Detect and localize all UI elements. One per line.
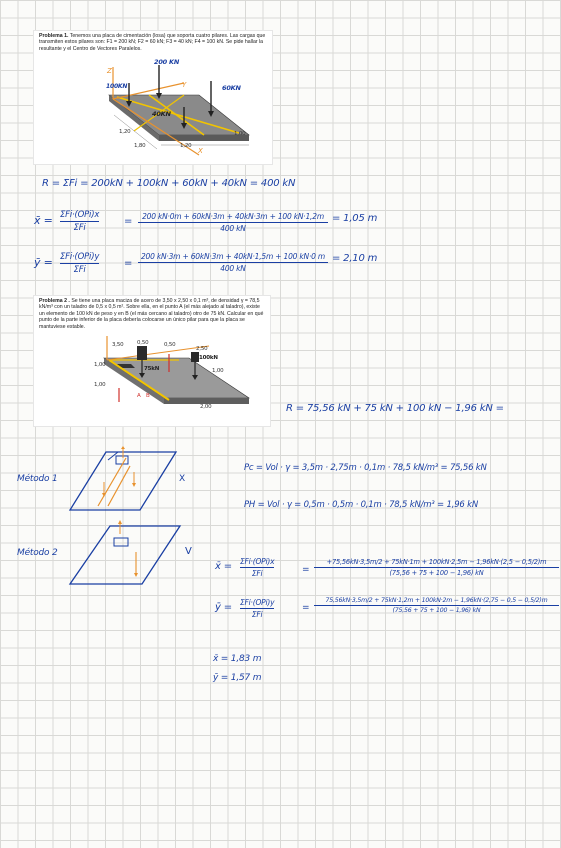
- pc-calc: Pc = Vol · γ = 3,5m · 2,75m · 0,1m · 78,5 kN/m³ = 75,56 kN: [244, 463, 487, 473]
- problem1-heading: Problema 1.: [39, 33, 69, 39]
- xbar2-lhs: x̄ =: [215, 561, 232, 572]
- metodo2-sketch: [68, 520, 183, 588]
- dim-p2-2: 0,50: [137, 340, 149, 346]
- problem1-card: [33, 30, 273, 165]
- dim-p2-7: 0,50: [164, 342, 176, 348]
- ybar1-eq: =: [124, 258, 133, 269]
- ybar2-fraction: [314, 597, 559, 614]
- ybar2-formula: [240, 598, 274, 619]
- problem1-figure: [89, 55, 264, 161]
- final-x: x̄ = 1,83 m: [213, 654, 262, 664]
- metodo1-sketch: [68, 446, 178, 514]
- label-b: B: [146, 393, 150, 399]
- final-y: ȳ = 1,57 m: [213, 673, 262, 683]
- problem1-statement: [34, 31, 272, 52]
- dim-p2-8: 1,00: [94, 382, 106, 388]
- xbar2-formula-den: ΣFi: [251, 569, 263, 578]
- ybar2-den: (75,56 + 75 + 100 − 1,96) kN: [392, 607, 481, 614]
- problem2-text: Se tiene una placa maciza de acero de 3,50 x 2,50 x 0,1 m³, de densidad γ = 78,5 kN/m³ con un taladro de 0,5 x 0,5 m². Sobre ella, en el punto A (el más alejado al taladro), existe un elemento de 100 kN de peso y en B (el más cercano al taladro) otro de 75 kN. Calcular en qué punto de la parte inferior de la placa debería colocarse un único pilar para que la placa se mantuviese estable.: [39, 298, 264, 330]
- xbar1-formula-num: ΣFi·(OPi)x: [60, 210, 100, 220]
- xbar2-eq: =: [302, 565, 310, 575]
- ybar1-fraction: [138, 252, 328, 273]
- ybar2-eq: =: [302, 603, 310, 613]
- problem2-figure: [79, 336, 264, 424]
- metodo2-mark: V: [185, 546, 192, 557]
- problem2-statement: [34, 296, 270, 330]
- xbar1-lhs: x̄ =: [34, 214, 53, 227]
- ybar1-formula: [60, 252, 99, 275]
- metodo2-label: Método 2: [17, 548, 58, 558]
- ybar1-formula-num: ΣFi·(OPi)y: [60, 252, 100, 262]
- xbar2-num: +75,56kN·3,5m/2 + 75kN·1m + 100kN·2,5m − 1,96kN·(2,5 − 0,5/2)m: [326, 558, 547, 566]
- label-w2: 75kN: [144, 366, 160, 372]
- xbar1-den: 400 kN: [220, 224, 246, 233]
- xbar1-formula-den: ΣFi: [73, 223, 86, 233]
- dim-3: 1,20: [180, 143, 192, 149]
- ybar1-formula-den: ΣFi: [73, 265, 86, 275]
- ybar1-lhs: ȳ =: [34, 256, 53, 269]
- label-a: A: [137, 393, 141, 399]
- label-axis-z: Z: [107, 67, 112, 75]
- label-f4: 100KN: [106, 83, 128, 90]
- dim-2: 1,80: [134, 143, 146, 149]
- ybar2-lhs: ȳ =: [215, 602, 232, 613]
- ybar1-num: 200 kN·3m + 60kN·3m + 40kN·1,5m + 100 kN·0 m: [140, 252, 326, 261]
- xbar2-formula-num: ΣFi·(OPi)x: [240, 557, 275, 566]
- xbar1-formula: [60, 210, 99, 233]
- dim-4: 1,00: [234, 131, 246, 137]
- label-f1: 200 KN: [154, 58, 180, 66]
- dim-p2-1: 3,50: [112, 342, 124, 348]
- problem2-card: [33, 295, 271, 427]
- dim-1: 1,20: [119, 129, 131, 135]
- problem2-heading: Problema 2 .: [39, 298, 70, 304]
- dim-p2-6: 2,00: [200, 404, 212, 410]
- resultant1: R = ΣFi = 200kN + 100kN + 60kN + 40kN = 400 kN: [42, 178, 296, 189]
- dim-p2-3: 2,50: [196, 346, 208, 352]
- ybar2-formula-num: ΣFi·(OPi)y: [240, 598, 275, 607]
- dim-p2-5: 1,00: [212, 368, 224, 374]
- label-w1: 100kN: [199, 355, 218, 361]
- xbar1-num: 200 kN·0m + 60kN·3m + 40kN·3m + 100 kN·1,2m: [142, 212, 324, 221]
- metodo1-mark: X: [179, 474, 185, 484]
- xbar1-result: = 1,05 m: [332, 213, 378, 224]
- ybar2-formula-den: ΣFi: [251, 610, 263, 619]
- label-axis-y: Y: [182, 81, 187, 89]
- resultant2: R = 75,56 kN + 75 kN + 100 kN − 1,96 kN =: [286, 403, 504, 414]
- ybar1-den: 400 kN: [220, 264, 246, 273]
- ph-calc: PH = Vol · γ = 0,5m · 0,5m · 0,1m · 78,5 kN/m³ = 1,96 kN: [244, 500, 478, 510]
- xbar1-fraction: [138, 212, 328, 233]
- label-axis-x: X: [198, 147, 203, 155]
- xbar2-formula: [240, 557, 274, 578]
- xbar2-fraction: [314, 558, 559, 577]
- dim-p2-4: 1,00: [94, 362, 106, 368]
- label-f2: 60KN: [222, 84, 241, 92]
- metodo1-label: Método 1: [17, 474, 58, 484]
- xbar1-eq: =: [124, 216, 133, 227]
- ybar2-num: 75,56kN·3,5m/2 + 75kN·1,2m + 100kN·2m − 1,96kN·(2,75 − 0,5 − 0,5/2)m: [325, 597, 548, 604]
- label-f3: 40KN: [152, 110, 171, 118]
- xbar2-den: (75,56 + 75 + 100 − 1,96) kN: [389, 569, 484, 577]
- problem1-text: Tenemos una placa de cimentación (losa) que soporta cuatro pilares. Las cargas que transmiten estos pilares son: F1 = 200 kN; F2 = 60 kN; F3 = 40 kN; F4 = 100 kN. Se pide hallar la resultante y el Centro de Vectores Paralelos.: [39, 33, 266, 52]
- ybar1-result: = 2,10 m: [332, 253, 378, 264]
